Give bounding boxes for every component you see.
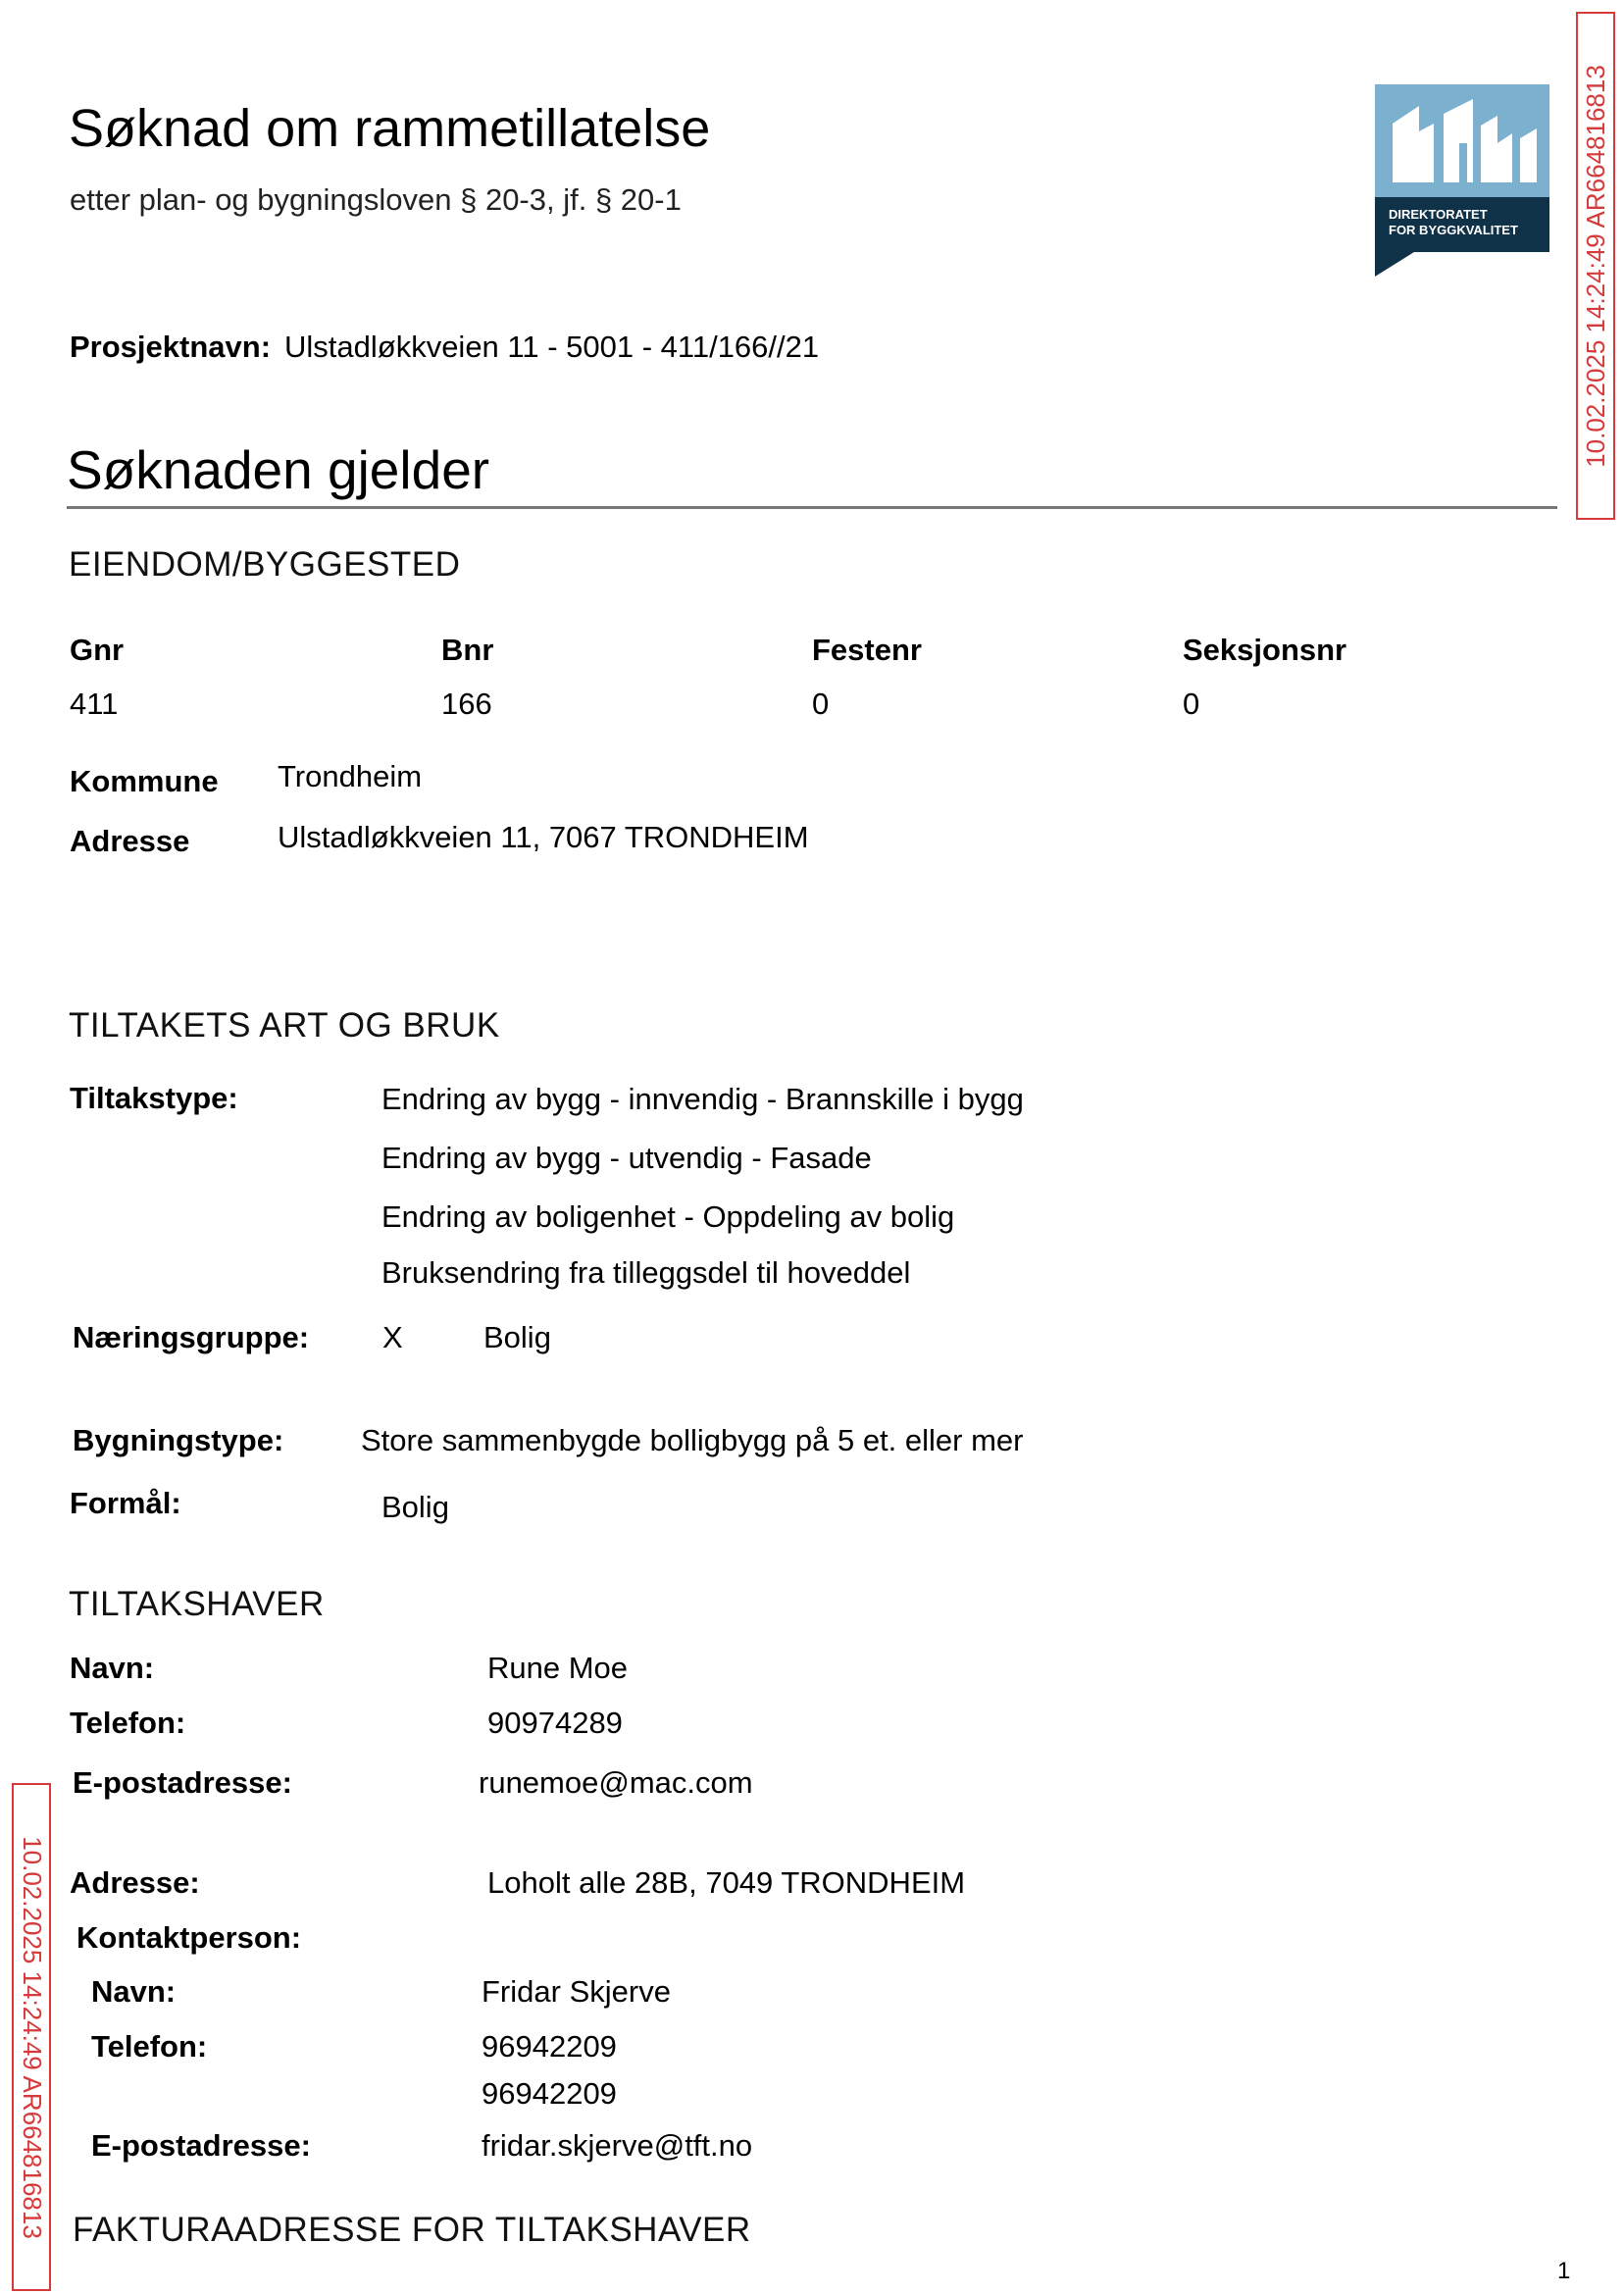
tiltakshaver-heading: TILTAKSHAVER <box>69 1585 325 1623</box>
kommune-label: Kommune <box>70 764 219 798</box>
telefon-value: 90974289 <box>487 1706 623 1740</box>
seksjonsnr-value: 0 <box>1183 687 1200 721</box>
tiltakstype-item: Endring av boligenhet - Oppdeling av bolig <box>381 1199 955 1234</box>
epost-value: runemoe@mac.com <box>479 1765 753 1800</box>
project-value: Ulstadløkkveien 11 - 5001 - 411/166//21 <box>284 330 820 364</box>
seksjonsnr-label: Seksjonsnr <box>1183 633 1347 667</box>
navn-value: Rune Moe <box>487 1651 629 1685</box>
document-title: Søknad om rammetillatelse <box>69 99 711 158</box>
bygningstype-label: Bygningstype: <box>73 1423 284 1457</box>
tiltakshaver-adresse-label: Adresse: <box>70 1865 200 1900</box>
tiltakstype-item: Bruksendring fra tilleggsdel til hoveddel <box>381 1255 911 1290</box>
section-title: Søknaden gjelder <box>67 439 490 500</box>
document-subtitle: etter plan- og bygningsloven § 20-3, jf. § 20-1 <box>70 182 682 217</box>
section-divider <box>67 506 1557 509</box>
logo-tail <box>1375 252 1414 277</box>
navn-label: Navn: <box>70 1651 155 1685</box>
kontakt-telefon-label: Telefon: <box>91 2029 208 2064</box>
epost-label: E-postadresse: <box>73 1765 292 1800</box>
naeringsgruppe-label: Næringsgruppe: <box>73 1320 310 1354</box>
festenr-label: Festenr <box>812 633 922 667</box>
date-stamp-top-text: 10.02.2025 14:24:49 AR664816813 <box>1580 64 1610 468</box>
formal-label: Formål: <box>70 1486 181 1520</box>
adresse-label: Adresse <box>70 824 190 858</box>
logo-line-1: DIREKTORATET <box>1389 207 1488 222</box>
date-stamp-bottom-text: 10.02.2025 14:24:49 AR664816813 <box>17 1835 47 2239</box>
kontakt-epost-label: E-postadresse: <box>91 2128 311 2163</box>
kontakt-epost-value: fridar.skjerve@tft.no <box>482 2128 753 2163</box>
kontakt-navn-label: Navn: <box>91 1974 177 2009</box>
naeringsgruppe-value: Bolig <box>483 1320 551 1354</box>
telefon-label: Telefon: <box>70 1706 186 1740</box>
gnr-label: Gnr <box>70 633 125 667</box>
adresse-value: Ulstadløkkveien 11, 7067 TRONDHEIM <box>278 820 809 854</box>
project-label: Prosjektnavn: <box>70 330 272 364</box>
tiltakshaver-adresse-value: Loholt alle 28B, 7049 TRONDHEIM <box>487 1865 966 1900</box>
gnr-value: 411 <box>70 687 119 721</box>
kommune-value: Trondheim <box>278 759 423 793</box>
page-number: 1 <box>1557 2258 1571 2284</box>
naeringsgruppe-code: X <box>382 1320 403 1354</box>
formal-value: Bolig <box>381 1490 449 1524</box>
bnr-value: 166 <box>441 687 492 721</box>
kontaktperson-label: Kontaktperson: <box>76 1920 302 1955</box>
kontakt-telefon-value: 96942209 <box>482 2029 617 2064</box>
tiltakstype-label: Tiltakstype: <box>70 1081 238 1115</box>
tiltakstype-item: Endring av bygg - utvendig - Fasade <box>381 1141 872 1175</box>
kontakt-telefon-value-2: 96942209 <box>482 2076 617 2111</box>
kontakt-navn-value: Fridar Skjerve <box>482 1974 671 2009</box>
eiendom-heading: EIENDOM/BYGGESTED <box>69 545 461 584</box>
bygningstype-value: Store sammenbygde bolligbygg på 5 et. eller mer <box>361 1423 1024 1457</box>
tiltakstype-item: Endring av bygg - innvendig - Brannskille i bygg <box>381 1082 1024 1116</box>
logo-text <box>1375 197 1549 252</box>
festenr-value: 0 <box>812 687 830 721</box>
date-stamp-top <box>1576 12 1615 520</box>
tiltak-heading: TILTAKETS ART OG BRUK <box>69 1006 500 1045</box>
date-stamp-bottom <box>12 1783 51 2291</box>
faktura-heading: FAKTURAADRESSE FOR TILTAKSHAVER <box>73 2211 751 2249</box>
bnr-label: Bnr <box>441 633 494 667</box>
logo-building-icon <box>1375 84 1549 197</box>
logo-line-2: FOR BYGGKVALITET <box>1389 223 1518 237</box>
dibk-logo <box>1375 84 1549 277</box>
